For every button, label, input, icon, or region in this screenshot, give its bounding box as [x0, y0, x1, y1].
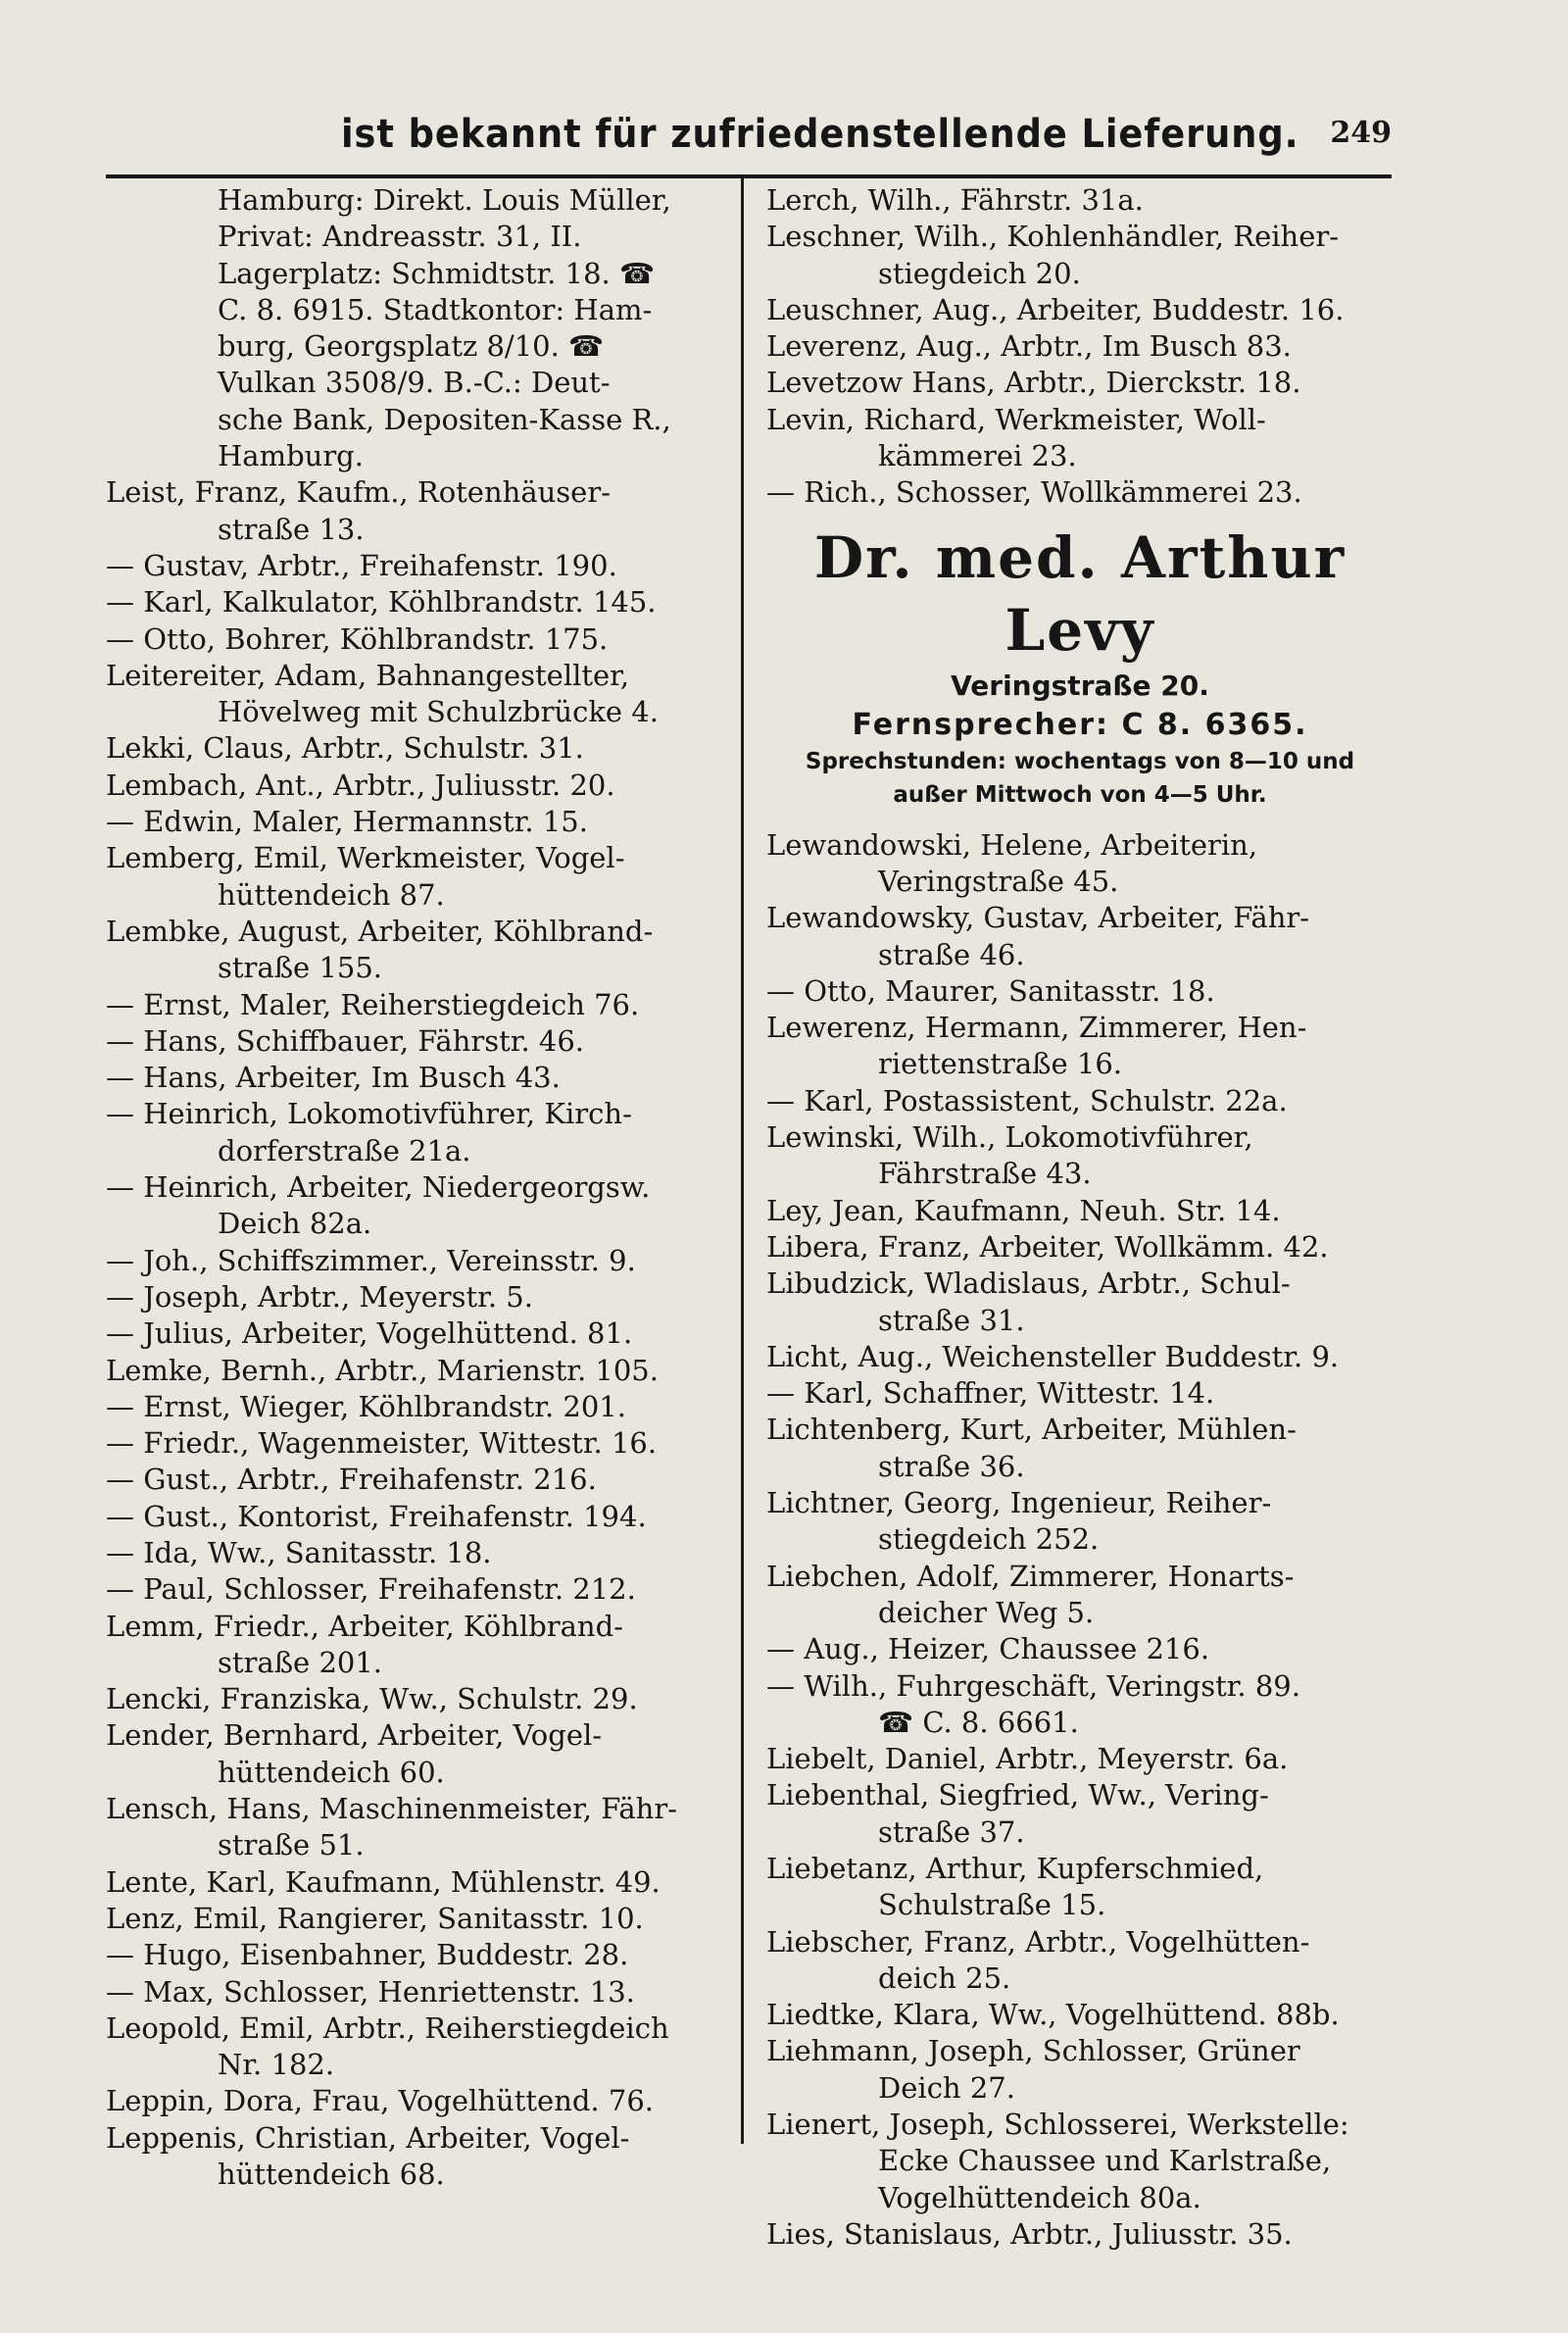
entry-line: — Gust., Kontorist, Freihafenstr. 194. [106, 1499, 647, 1533]
entry-continuation: straße 201. [218, 1645, 383, 1679]
ad-hours-2: außer Mittwoch von 4—5 Uhr. [893, 781, 1267, 808]
entry-line: Lemm, Friedr., Arbeiter, Köhlbrand- [106, 1609, 623, 1643]
entry-line: Lembach, Ant., Arbtr., Juliusstr. 20. [106, 768, 615, 802]
entry-line: — Edwin, Maler, Hermannstr. 15. [106, 805, 588, 839]
directory-entry [106, 987, 721, 1023]
directory-entry [106, 1681, 721, 1717]
directory-entry [106, 1535, 721, 1571]
entry-continuation: straße 37. [878, 1814, 1025, 1849]
directory-entry [766, 1559, 1394, 1632]
entry-line: — Joh., Schiffszimmer., Vereinsstr. 9. [106, 1243, 636, 1277]
entry-continuation: hüttendeich 60. [218, 1755, 445, 1789]
directory-entry [766, 365, 1394, 401]
directory-entry [766, 1339, 1394, 1375]
ad-address: Veringstraße 20. [951, 669, 1209, 702]
entry-line: — Heinrich, Lokomotivführer, Kirch- [106, 1097, 632, 1131]
entry-continuation: riettenstraße 16. [878, 1047, 1123, 1081]
entry-line: — Karl, Schaffner, Wittestr. 14. [766, 1376, 1215, 1411]
entry-continuation: deich 25. [878, 1961, 1011, 1995]
entry-line: Liebelt, Daniel, Arbtr., Meyerstr. 6a. [766, 1742, 1289, 1776]
directory-entry [106, 730, 721, 767]
entry-continuation: Schulstraße 15. [878, 1888, 1106, 1922]
directory-entry [766, 219, 1394, 292]
directory-entry [766, 1412, 1394, 1485]
entry-line: Libera, Franz, Arbeiter, Wollkämm. 42. [766, 1229, 1329, 1264]
entry-line: Lenz, Emil, Rangierer, Sanitasstr. 10. [106, 1901, 644, 1935]
directory-entry [766, 827, 1394, 901]
entry-continuation: Hövelweg mit Schulzbrücke 4. [218, 695, 659, 729]
entry-continuation: burg, Georgsplatz 8/10. ☎ [218, 329, 605, 364]
directory-entry [766, 474, 1394, 511]
header-rule [106, 174, 1392, 178]
directory-entry [106, 1974, 721, 2010]
ad-phone: Fernsprecher: C 8. 6365. [852, 707, 1308, 742]
entry-line: — Rich., Schosser, Wollkämmerei 23. [766, 475, 1302, 510]
entry-continuation: C. 8. 6915. Stadtkontor: Ham- [218, 292, 653, 326]
directory-entry [106, 1096, 721, 1169]
directory-entry [766, 1375, 1394, 1412]
directory-entry [106, 584, 721, 620]
entry-line: — Karl, Kalkulator, Köhlbrandstr. 145. [106, 585, 657, 620]
directory-entry [106, 804, 721, 840]
directory-entry [766, 1741, 1394, 1777]
entry-continuation: Privat: Andreasstr. 31, II. [218, 220, 582, 254]
entry-line: — Hugo, Eisenbahner, Buddestr. 28. [106, 1938, 629, 1972]
directory-entry [106, 914, 721, 987]
entry-line: — Paul, Schlosser, Freihafenstr. 212. [106, 1572, 636, 1607]
entry-line: Liebchen, Adolf, Zimmerer, Honarts- [766, 1559, 1295, 1593]
entry-continuation: straße 31. [878, 1303, 1025, 1337]
entry-line: Libudzick, Wladislaus, Arbtr., Schul- [766, 1266, 1291, 1301]
entry-line: — Heinrich, Arbeiter, Niedergeorgsw. [106, 1170, 651, 1205]
entry-line: — Wilh., Fuhrgeschäft, Veringstr. 89. [766, 1668, 1300, 1703]
directory-entry [766, 1851, 1394, 1924]
directory-entry [106, 1060, 721, 1096]
running-head: ist bekannt für zufriedenstellende Lieferung. [341, 112, 1299, 157]
entry-line: Lewandowski, Helene, Arbeiterin, [766, 827, 1258, 862]
entry-continuation: Deich 27. [878, 2070, 1015, 2105]
entry-line: Liedtke, Klara, Ww., Vogelhüttend. 88b. [766, 1998, 1340, 2032]
entry-line: Leppin, Dora, Frau, Vogelhüttend. 76. [106, 2084, 654, 2118]
directory-entry [766, 1229, 1394, 1266]
directory-entry [766, 328, 1394, 365]
entry-line: Liebscher, Franz, Arbtr., Vogelhütten- [766, 1924, 1310, 1959]
directory-entry [106, 2120, 721, 2194]
page-header [333, 106, 1392, 174]
entry-continuation: Lagerplatz: Schmidtstr. 18. ☎ [218, 256, 656, 290]
directory-entry [106, 1353, 721, 1389]
directory-entry [766, 1924, 1394, 1998]
entry-line: — Ernst, Maler, Reiherstiegdeich 76. [106, 987, 640, 1021]
entry-continuation: ☎ C. 8. 6661. [878, 1705, 1079, 1739]
left-column [106, 182, 721, 2231]
entry-line: — Ernst, Wieger, Köhlbrandstr. 201. [106, 1389, 626, 1423]
directory-entry [106, 474, 721, 548]
entry-line: Levin, Richard, Werkmeister, Woll- [766, 402, 1266, 436]
entry-line: Lewerenz, Hermann, Zimmerer, Hen- [766, 1011, 1307, 1045]
entry-line: — Joseph, Arbtr., Meyerstr. 5. [106, 1279, 533, 1314]
entry-continuation: kämmerei 23. [878, 439, 1077, 473]
directory-entry [106, 621, 721, 658]
directory-entry [106, 1315, 721, 1352]
directory-entry [106, 1425, 721, 1462]
directory-entry [766, 1083, 1394, 1119]
entry-line: — Karl, Postassistent, Schulstr. 22a. [766, 1083, 1288, 1117]
directory-entry [766, 1119, 1394, 1193]
entry-continuation: Deich 82a. [218, 1207, 372, 1241]
entry-line: — Ida, Ww., Sanitasstr. 18. [106, 1535, 492, 1569]
entry-line: — Otto, Bohrer, Köhlbrandstr. 175. [106, 621, 609, 656]
entry-continuation: Fährstraße 43. [878, 1157, 1092, 1191]
entry-line: Liebenthal, Siegfried, Ww., Vering- [766, 1778, 1269, 1812]
entry-continuation: Ecke Chaussee und Karlstraße, [878, 2144, 1332, 2178]
entry-line: Leschner, Wilh., Kohlenhändler, Reiher- [766, 220, 1340, 254]
directory-entry [106, 1791, 721, 1864]
directory-entry [106, 1169, 721, 1243]
entry-continuation: straße 13. [218, 512, 365, 546]
directory-entry [106, 1243, 721, 1279]
directory-entry [766, 2033, 1394, 2107]
directory-entry [106, 840, 721, 914]
entry-line: — Friedr., Wagenmeister, Wittestr. 16. [106, 1426, 658, 1461]
advertisement [766, 521, 1394, 812]
entry-line: Lichtenberg, Kurt, Arbeiter, Mühlen- [766, 1413, 1297, 1447]
entry-line: Lewinski, Wilh., Lokomotivführer, [766, 1120, 1253, 1155]
directory-entry [766, 1631, 1394, 1667]
entry-continuation: Veringstraße 45. [878, 864, 1119, 898]
entry-line: — Hans, Schiffbauer, Fährstr. 46. [106, 1023, 585, 1058]
entry-line: Levetzow Hans, Arbtr., Dierckstr. 18. [766, 366, 1301, 400]
directory-entry [106, 1023, 721, 1060]
entry-line: Ley, Jean, Kaufmann, Neuh. Str. 14. [766, 1193, 1281, 1227]
ad-hours-1: Sprechstunden: wochentags von 8—10 und [805, 748, 1355, 774]
entry-line: Lencki, Franziska, Ww., Schulstr. 29. [106, 1682, 638, 1716]
directory-entry [766, 1193, 1394, 1229]
entry-line: Lembke, August, Arbeiter, Köhlbrand- [106, 914, 654, 948]
entry-continuation: straße 155. [218, 951, 383, 985]
entry-line: — Gustav, Arbtr., Freihafenstr. 190. [106, 548, 617, 582]
directory-entry [106, 1389, 721, 1425]
directory-entry [766, 973, 1394, 1010]
page-number: 249 [1330, 116, 1392, 150]
directory-entry [766, 402, 1394, 475]
directory-entry [766, 1266, 1394, 1339]
entry-line: Licht, Aug., Weichensteller Buddestr. 9. [766, 1339, 1340, 1373]
directory-entry [766, 292, 1394, 328]
right-column-bottom [766, 827, 1394, 2254]
directory-entry [766, 2216, 1394, 2253]
entry-continuation: hüttendeich 68. [218, 2158, 445, 2192]
entry-line: — Hans, Arbeiter, Im Busch 43. [106, 1061, 561, 1095]
directory-entry [766, 1997, 1394, 2033]
directory-entry [106, 1609, 721, 1682]
ad-name: Dr. med. Arthur Levy [813, 523, 1347, 664]
entry-continuation: Nr. 182. [218, 2048, 335, 2082]
entry-continuation: straße 46. [878, 937, 1025, 971]
directory-entry [106, 1571, 721, 1608]
entry-line: Leppenis, Christian, Arbeiter, Vogel- [106, 2120, 630, 2155]
directory-entry [766, 1010, 1394, 1083]
entry-line: — Max, Schlosser, Henriettenstr. 13. [106, 1974, 635, 2009]
entry-line: Lies, Stanislaus, Arbtr., Juliusstr. 35. [766, 2216, 1293, 2251]
entry-continuation: Vogelhüttendeich 80a. [878, 2180, 1201, 2214]
directory-entry [106, 548, 721, 584]
entry-line: Lender, Bernhard, Arbeiter, Vogel- [106, 1718, 603, 1753]
directory-entry [106, 182, 721, 474]
entry-continuation: dorferstraße 21a. [218, 1133, 471, 1167]
column-divider [741, 178, 744, 2144]
entry-continuation: straße 51. [218, 1828, 365, 1862]
entry-line: Leopold, Emil, Arbtr., Reiherstiegdeich [106, 2010, 669, 2045]
entry-line: Hamburg: Direkt. Louis Müller, [218, 183, 671, 217]
directory-entry [106, 1864, 721, 1901]
directory-entry [766, 2107, 1394, 2216]
directory-entry [766, 182, 1394, 219]
entry-continuation: Vulkan 3508/9. B.-C.: Deut- [218, 366, 611, 400]
directory-entry [106, 1717, 721, 1791]
directory-entry [766, 1777, 1394, 1851]
entry-line: Lente, Karl, Kaufmann, Mühlenstr. 49. [106, 1864, 661, 1899]
directory-entry [106, 1937, 721, 1973]
entry-continuation: Hamburg. [218, 439, 364, 473]
entry-line: Leist, Franz, Kaufm., Rotenhäuser- [106, 475, 611, 510]
entry-continuation: deicher Weg 5. [878, 1595, 1095, 1629]
entry-line: — Aug., Heizer, Chaussee 216. [766, 1632, 1210, 1666]
entry-continuation: straße 36. [878, 1449, 1025, 1483]
entry-continuation: stiegdeich 20. [878, 256, 1081, 290]
right-column-top [766, 182, 1394, 512]
entry-line: — Gust., Arbtr., Freihafenstr. 216. [106, 1463, 597, 1497]
directory-entry [106, 1901, 721, 1937]
entry-line: Liehmann, Joseph, Schlosser, Grüner [766, 2034, 1300, 2068]
entry-line: Liebetanz, Arthur, Kupferschmied, [766, 1851, 1264, 1885]
directory-entry [106, 2083, 721, 2119]
entry-line: Leverenz, Aug., Arbtr., Im Busch 83. [766, 329, 1292, 364]
entry-line: Lewandowsky, Gustav, Arbeiter, Fähr- [766, 901, 1310, 935]
entry-line: Leitereiter, Adam, Bahnangestellter, [106, 658, 630, 692]
entry-line: — Julius, Arbeiter, Vogelhüttend. 81. [106, 1316, 633, 1351]
entry-line: — Otto, Maurer, Sanitasstr. 18. [766, 973, 1215, 1008]
entry-line: Lemke, Bernh., Arbtr., Marienstr. 105. [106, 1353, 659, 1387]
entry-line: Leuschner, Aug., Arbeiter, Buddestr. 16. [766, 292, 1345, 326]
directory-entry [766, 1485, 1394, 1559]
directory-entry [766, 1668, 1394, 1742]
directory-entry [106, 1279, 721, 1315]
directory-entry [106, 2010, 721, 2084]
directory-entry [106, 1462, 721, 1498]
directory-entry [106, 658, 721, 731]
entry-continuation: sche Bank, Depositen-Kasse R., [218, 402, 671, 436]
entry-line: Lienert, Joseph, Schlosserei, Werkstelle: [766, 2108, 1349, 2142]
entry-line: Lekki, Claus, Arbtr., Schulstr. 31. [106, 731, 584, 766]
right-column [766, 182, 1394, 2251]
entry-line: Lensch, Hans, Maschinenmeister, Fähr- [106, 1792, 678, 1826]
entry-continuation: stiegdeich 252. [878, 1522, 1100, 1557]
directory-entry [106, 768, 721, 804]
directory-entry [766, 900, 1394, 973]
entry-continuation: hüttendeich 87. [218, 877, 445, 912]
entry-line: Lerch, Wilh., Fährstr. 31a. [766, 183, 1144, 217]
entry-line: Lemberg, Emil, Werkmeister, Vogel- [106, 841, 625, 875]
entry-line: Lichtner, Georg, Ingenieur, Reiher- [766, 1486, 1272, 1520]
directory-entry [106, 1499, 721, 1535]
